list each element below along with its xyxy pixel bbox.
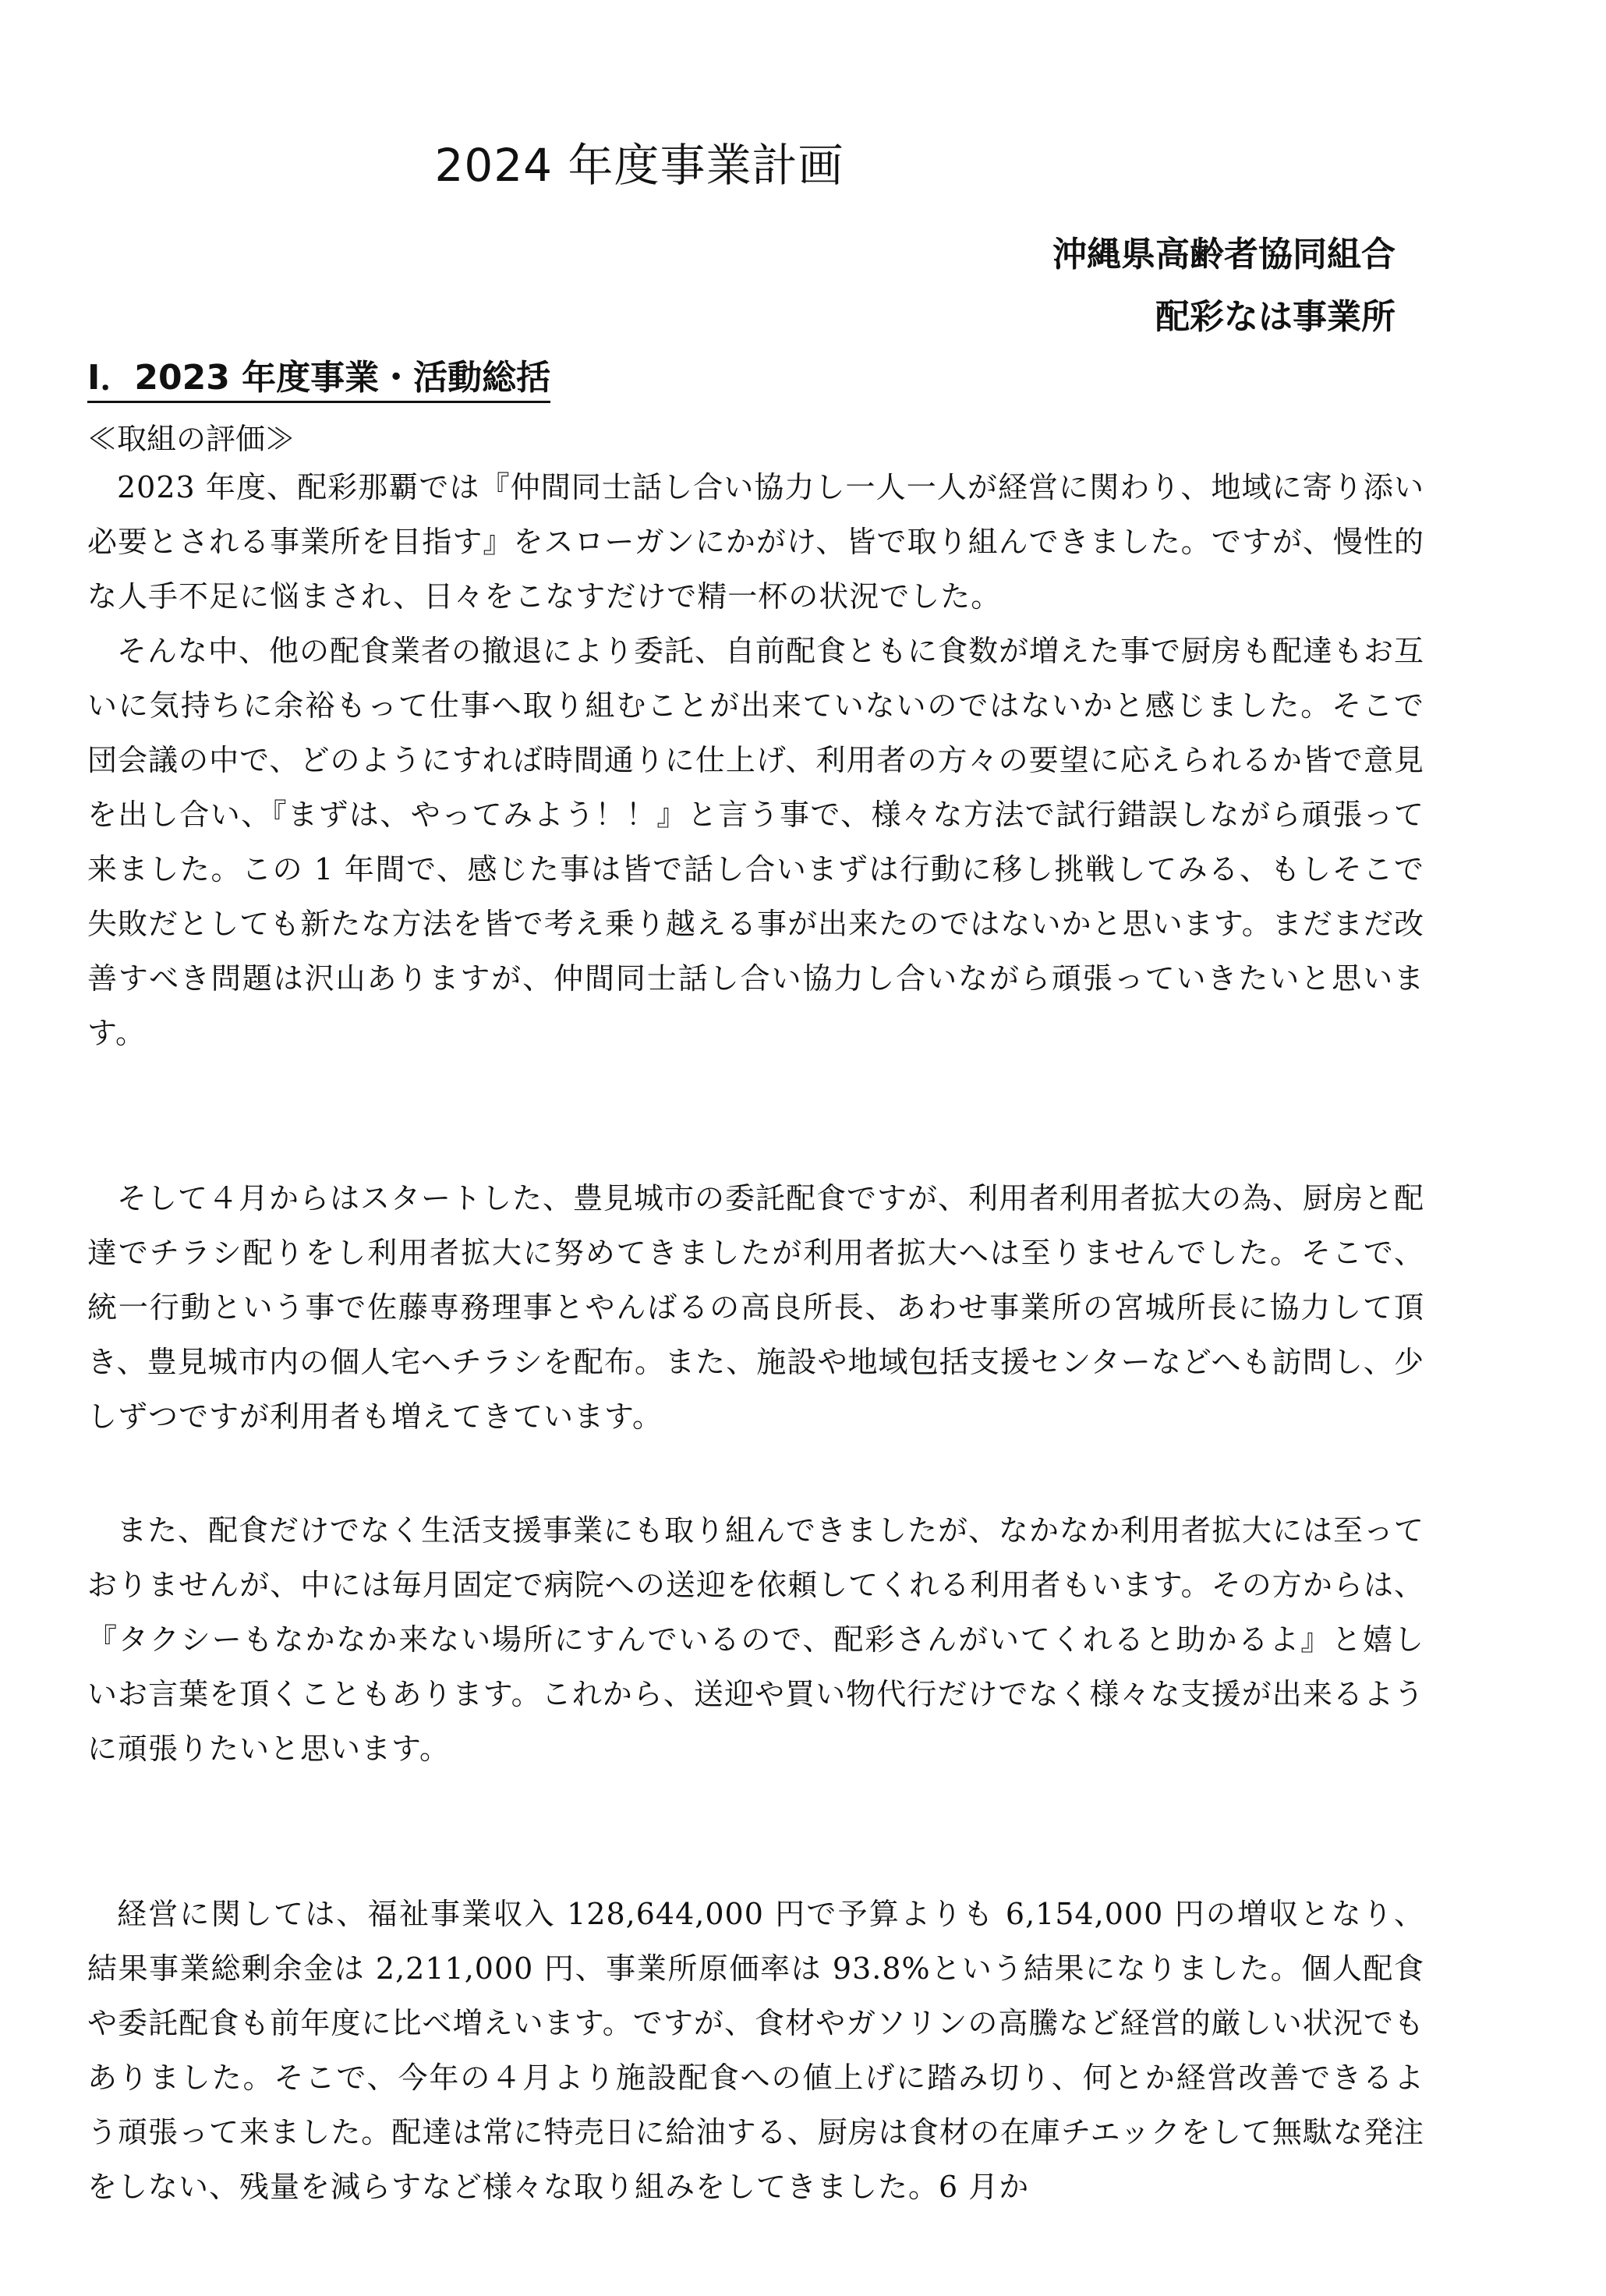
office-name: 配彩なは事業所 <box>1155 297 1396 337</box>
organization-name: 沖縄県高齢者協同組合 <box>1052 235 1396 274</box>
section-heading: Ⅰ．2023 年度事業・活動総括 <box>87 349 550 403</box>
paragraph-4: また、配食だけでなく生活支援事業にも取り組んできましたが、なかなか利用者拡大には至っておりませんが、中には毎月固定で病院への送迎を依頼してくれる利用者もいます。その方からは、『タクシーもなかなか来ない場所にすんでいるので、配彩さんがいてくれると助かるよ』と嬉しいお言葉を頂くこともあります。これから、送迎や買い物代行だけでなく様々な支援が出来るように頑張りたいと思います。 <box>87 1513 1425 1766</box>
paragraph-3: そして４月からはスタートした、豊見城市の委託配食ですが、利用者利用者拡大の為、厨房と配達でチラシ配りをし利用者拡大に努めてきましたが利用者拡大へは至りませんでした。そこで、統一行動という事で佐藤専務理事とやんばるの高良所長、あわせ事業所の宮城所長に協力して頂き、豊見城市内の個人宅へチラシを配布。また、施設や地域包括支援センターなどへも訪問し、少しずつですが利用者も増えてきています。 <box>87 1181 1425 1434</box>
subheading: ≪取組の評価≫ <box>87 422 295 456</box>
paragraph-1: 2023 年度、配彩那覇では『仲間同士話し合い協力し一人一人が経営に関わり、地域に寄り添い必要とされる事業所を目指す』をスローガンにかがけ、皆で取り組んできました。ですが、慢性的な人手不足に悩まされ、日々をこなすだけで精一杯の状況でした。 <box>87 470 1424 614</box>
document-title: 2024 年度事業計画 <box>434 139 844 192</box>
paragraph-2: そんな中、他の配食業者の撤退により委託、自前配食ともに食数が増えた事で厨房も配達もお互いに気持ちに余裕もって仕事へ取り組むことが出来ていないのではないかと感じました。そこで団会議の中で、どのようにすれば時間通りに仕上げ、利用者の方々の要望に応えられるか皆で意見を出し合い、『まずは、やってみよう！！』と言う事で、様々な方法で試行錯誤しながら頑張って来ました。この 1 年間で、感じた事は皆で話し合いまずは行動に移し挑戦してみる、もしそこで失敗だとしても新たな方法を皆で考え乗り越える事が出来たのではないかと思います。まだまだ改善すべき問題は沢山ありますが、仲間同士話し合い協力し合いながら頑張っていきたいと思います。 <box>87 634 1425 1050</box>
paragraph-5: 経営に関しては、福祉事業収入 128,644,000 円で予算よりも 6,154,000 円の増収となり、結果事業総剰余金は 2,211,000 円、事業所原価率は 93.8%という結果になりました。個人配食や委託配食も前年度に比べ増えいます。ですが、食材やガソリンの高騰など経営的厳しい状況でもありました。そこで、今年の４月より施設配食への値上げに踏み切り、何とか経営改善できるよう頑張って来ました。配達は常に特売日に給油する、厨房は食材の在庫チエックをして無駄な発注をしない、残量を減らすなど様々な取り組みをしてきました。6 月か <box>87 1897 1424 2204</box>
